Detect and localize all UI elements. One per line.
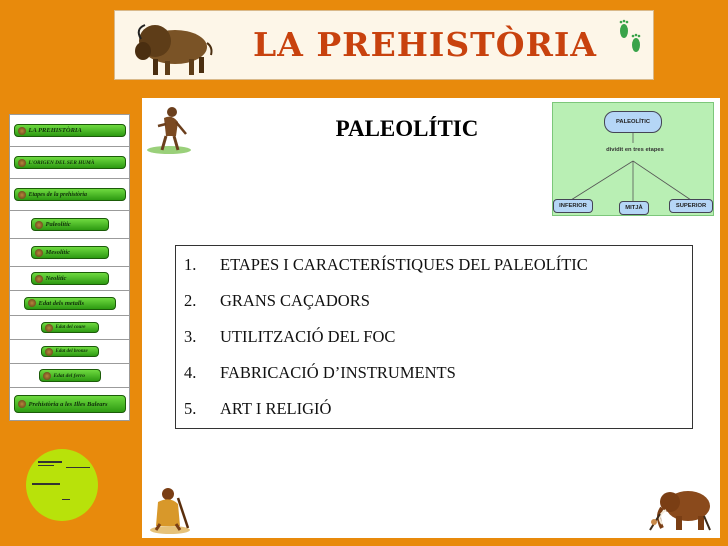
bison-icon [18, 191, 26, 199]
mammoth-hunt-icon [648, 486, 716, 534]
concept-child-superior: SUPERIOR [669, 199, 713, 213]
caveman-icon [146, 102, 192, 154]
menu-button[interactable] [31, 272, 109, 285]
list-item[interactable] [184, 255, 588, 275]
list-item[interactable] [184, 327, 395, 347]
menu-button[interactable] [39, 369, 101, 382]
list-item[interactable] [184, 363, 456, 383]
sidebar-item-label: Edat del bronze [55, 349, 88, 354]
figure-icon [45, 348, 53, 356]
menu-button[interactable] [31, 218, 109, 231]
list-text: FABRICACIÓ D’INSTRUMENTS [220, 363, 456, 382]
sidebar-item-label: Mesolític [45, 249, 71, 256]
figure-icon [35, 249, 43, 257]
list-text: ART I RELIGIÓ [220, 399, 332, 418]
hunter-icon [148, 484, 192, 534]
list-number: 1. [184, 255, 197, 274]
header-banner [114, 10, 654, 80]
concept-child-inferior: INFERIOR [553, 199, 593, 213]
concept-link-label: dividit en tres etapes [606, 147, 664, 153]
sidebar-item-label: Edat del ferro [53, 372, 85, 379]
list-number: 4. [184, 363, 197, 382]
sidebar-item-label: Paleolític [45, 221, 71, 228]
list-text: ETAPES I CARACTERÍSTIQUES DEL PALEOLÍTIC [220, 255, 588, 274]
list-number: 3. [184, 327, 197, 346]
figure-icon [43, 372, 51, 380]
list-number: 2. [184, 291, 197, 310]
sidebar-item-illes-balears[interactable] [10, 388, 129, 420]
menu-button[interactable] [14, 156, 126, 169]
sidebar-item-edat-ferro[interactable] [10, 364, 129, 388]
concept-root: PALEOLÍTIC [604, 111, 662, 133]
sidebar-item-neolitic[interactable] [10, 267, 129, 291]
menu-button[interactable] [31, 246, 109, 259]
list-item[interactable] [184, 291, 370, 311]
menu-button[interactable] [14, 395, 126, 413]
sidebar-item-label: Edat del coure [55, 325, 86, 330]
sidebar-item-label: Neolític [45, 275, 67, 282]
menu-button[interactable] [41, 322, 99, 333]
sidebar-item-edat-coure[interactable] [10, 316, 129, 340]
figure-icon [45, 324, 53, 332]
bison-icon [18, 127, 26, 135]
sidebar-item-label: Prehistòria a les Illes Balears [28, 400, 108, 408]
slide-panel [142, 98, 720, 538]
menu-button[interactable] [41, 346, 99, 357]
figure-icon [18, 400, 26, 408]
list-text: GRANS CAÇADORS [220, 291, 370, 310]
sidebar-item-mesolitic[interactable] [10, 239, 129, 267]
figure-icon [35, 275, 43, 283]
sidebar-item-label: Etapes de la prehistòria [28, 191, 88, 198]
bison-icon [18, 159, 26, 167]
bison-icon [131, 17, 215, 77]
slide-title: PALEOLÍTIC [335, 116, 479, 141]
sidebar-item-origen[interactable] [10, 147, 129, 179]
sidebar-item-la-prehistoria[interactable] [10, 115, 129, 147]
sidebar-item-paleolitic[interactable] [10, 211, 129, 239]
sidebar-item-label: LA PREHISTÒRIA [28, 127, 82, 134]
sidebar-item-etapes[interactable] [10, 179, 129, 211]
menu-button[interactable] [14, 188, 126, 201]
sidebar-item-label: L'ORIGEN DEL SER HUMÀ [28, 159, 95, 166]
topics-list [175, 245, 693, 429]
site-title: LA PREHISTÒRIA [253, 25, 597, 64]
sidebar-nav [9, 114, 130, 421]
figure-icon [35, 221, 43, 229]
school-logo [26, 449, 98, 521]
menu-button[interactable] [24, 297, 116, 310]
menu-button[interactable] [14, 124, 126, 137]
footprints-icon [615, 19, 645, 59]
list-number: 5. [184, 399, 197, 418]
figure-icon [28, 299, 36, 307]
list-text: UTILITZACIÓ DEL FOC [220, 327, 396, 346]
concept-map [552, 102, 714, 216]
sidebar-item-edat-metalls[interactable] [10, 291, 129, 316]
list-item[interactable] [184, 399, 331, 419]
concept-child-mitja: MITJÀ [619, 201, 649, 215]
sidebar-item-label: Edat dels metalls [38, 299, 84, 307]
sidebar-item-edat-bronze[interactable] [10, 340, 129, 364]
